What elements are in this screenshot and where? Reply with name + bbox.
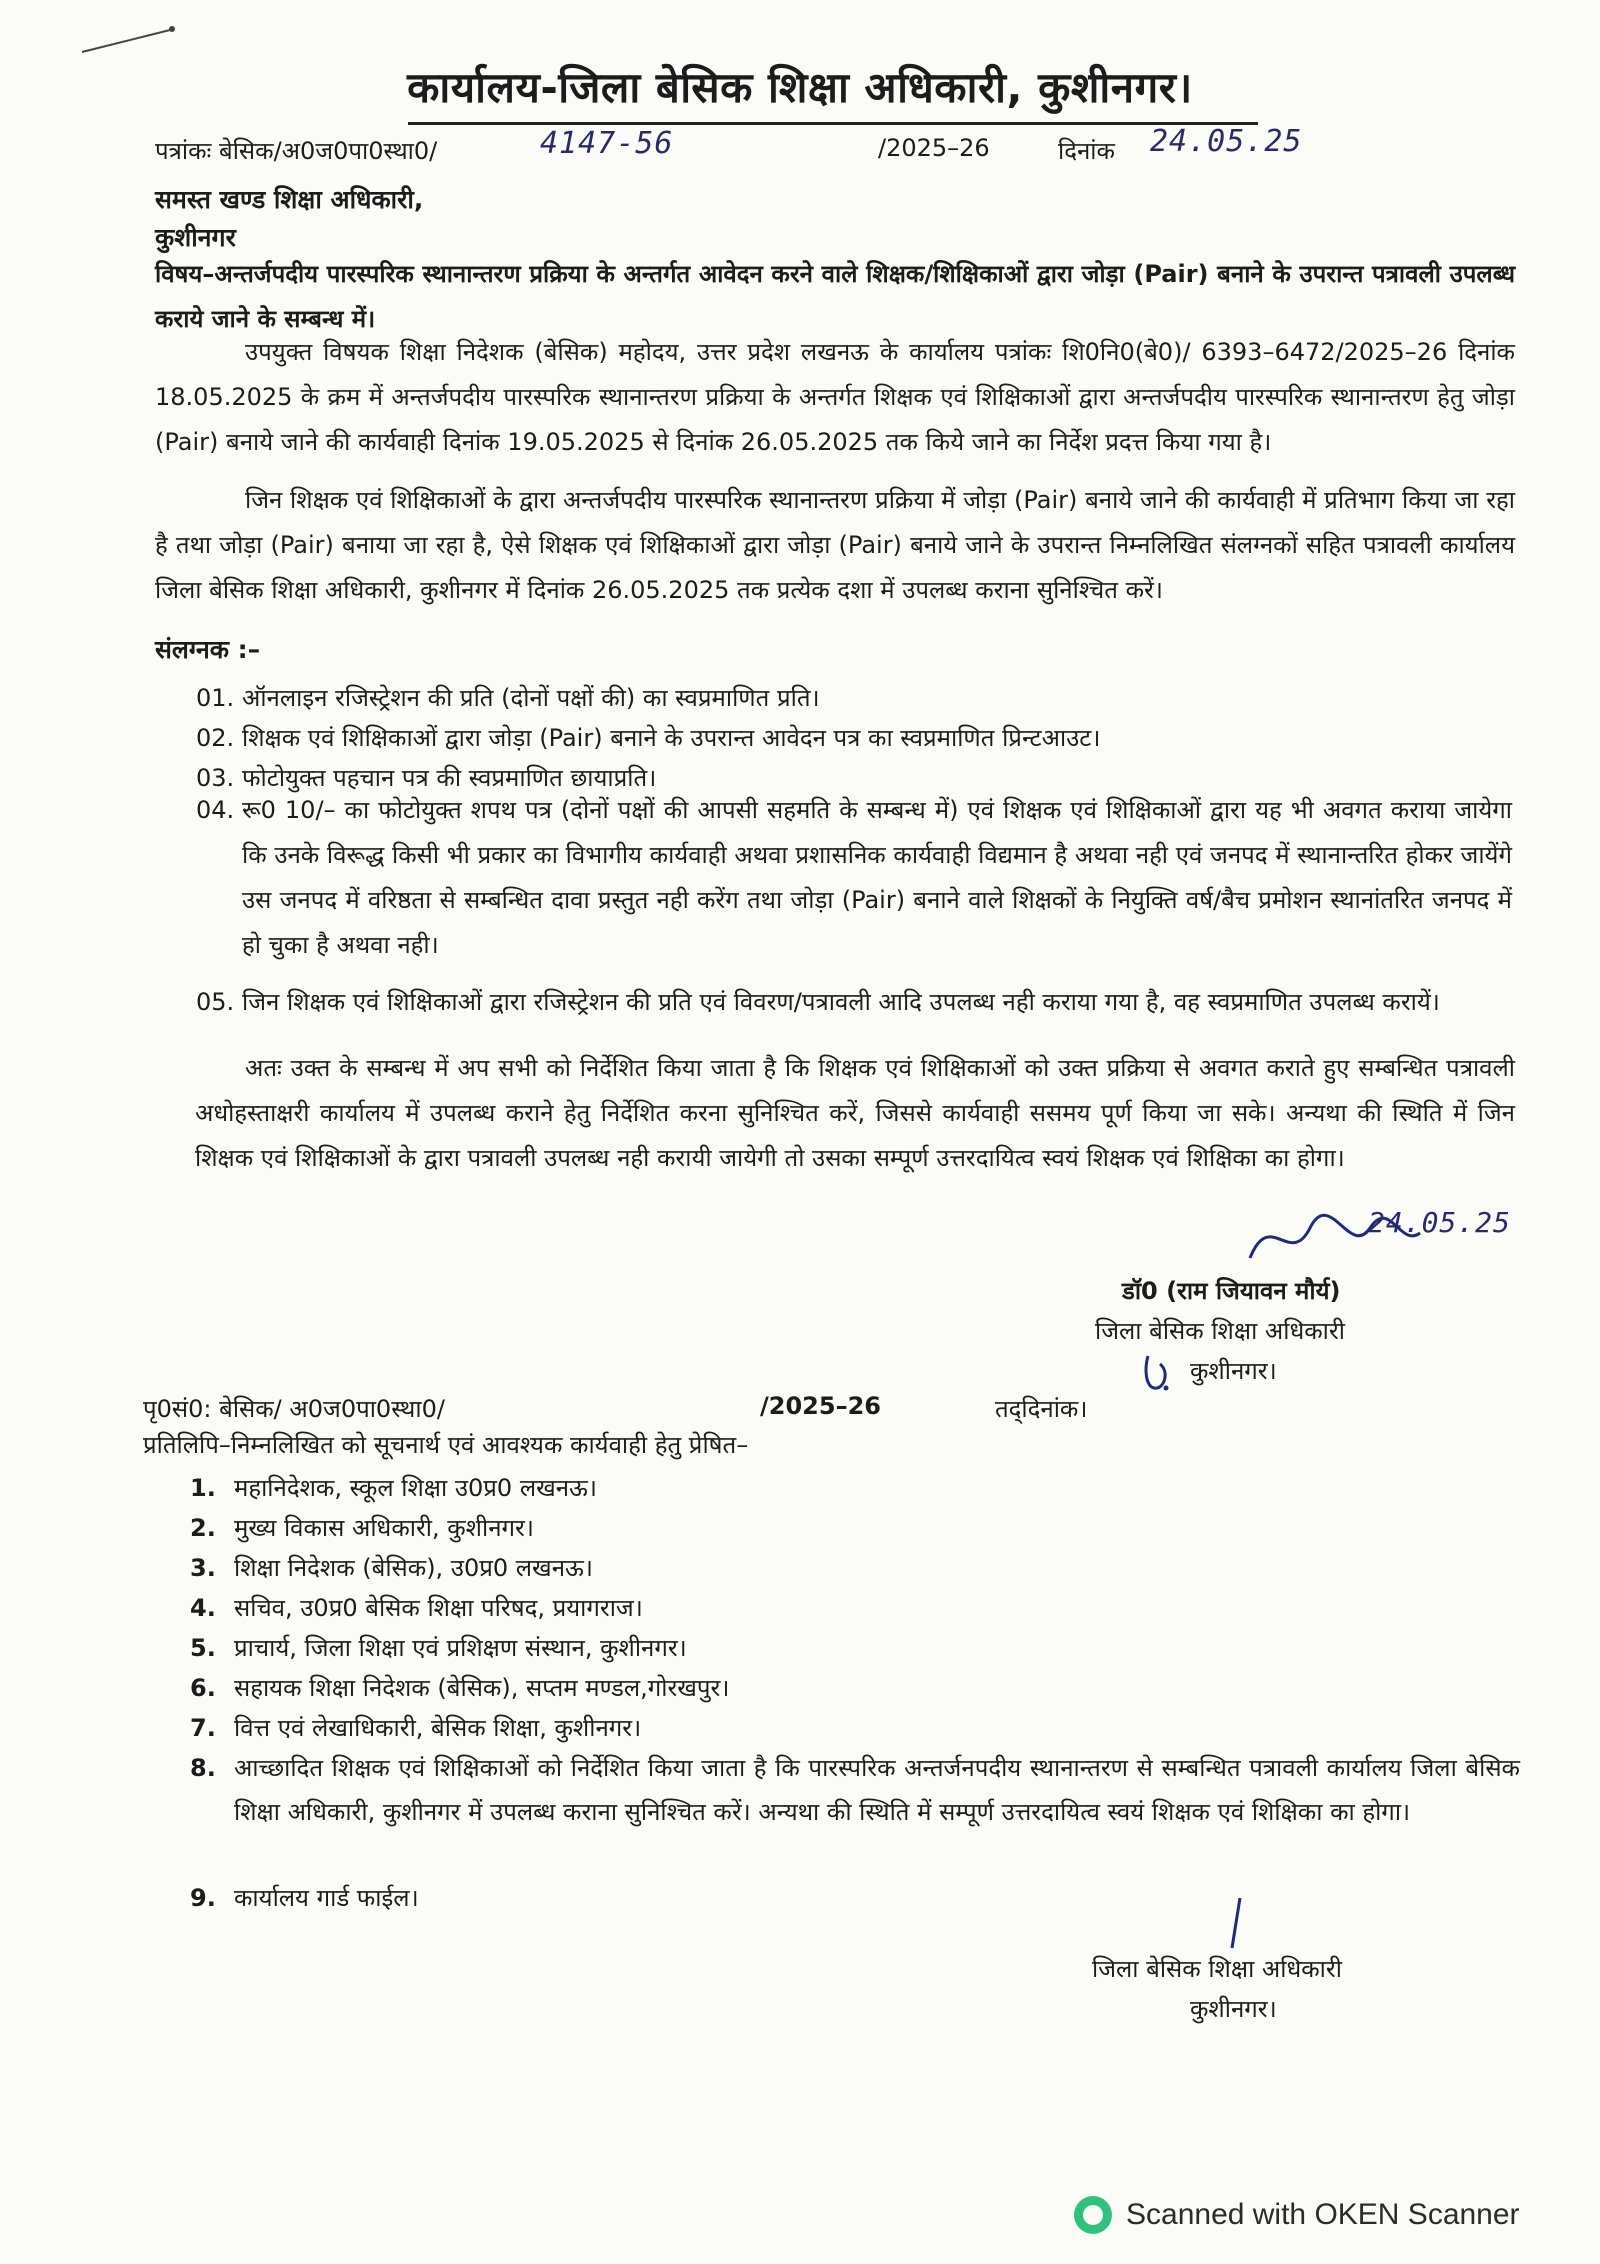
cc-list-item [190, 1626, 1520, 1670]
annex-item-text: जिन शिक्षक एवं शिक्षिकाओं द्वारा रजिस्ट्रेशन की प्रति एवं विवरण/पत्रावली आदि उपलब्ध नही कराया गया है, वह स्वप्रमाणित उपलब्ध करायें। [242, 988, 1440, 1016]
cc-item-text: मुख्य विकास अधिकारी, कुशीनगर। [234, 1514, 534, 1542]
annex-item-number: 04. [196, 796, 235, 824]
signatory-place: कुशीनगर। [1190, 1357, 1277, 1385]
body-paragraph-2: जिन शिक्षक एवं शिक्षिकाओं के द्वारा अन्तर्जपदीय पारस्परिक स्थानान्तरण प्रक्रिया में जोड़ा (Pair) बनाये जाने की कार्यवाही में प्रतिभाग किया जा रहा है तथा जोड़ा (Pair) बनाया जा रहा है, ऐसे शिक्षक एवं शिक्षिकाओं द्वारा जोड़ा (Pair) बनाये जाने के उपरान्त निम्नलिखित संलग्नकों सहित पत्रावली कार्यालय जिला बेसिक शिक्षा अधिकारी, कुशीनगर में दिनांक 26.05.2025 तक प्रत्येक दशा में उपलब्ध कराना सुनिश्चित करें। [155, 486, 1515, 604]
annex-item-text: ऑनलाइन रजिस्ट्रेशन की प्रति (दोनों पक्षों की) का स्वप्रमाणित प्रति। [242, 684, 820, 712]
cc-item-number: 4. [190, 1594, 216, 1622]
body-paragraph-3: अतः उक्त के सम्बन्ध में अप सभी को निर्देशित किया जाता है कि शिक्षक एवं शिक्षिकाओं को उक्त प्रक्रिया से अवगत कराते हुए सम्बन्धित पत्रावली अधोहस्ताक्षरी कार्यालय में उपलब्ध कराने हेतु निर्देशित करना सुनिश्चित करें, जिससे कार्यवाही ससमय पूर्ण किया जा सके। अन्यथा की स्थिति में जिन शिक्षक एवं शिक्षिकाओं के द्वारा पत्रावली उपलब्ध नही करायी जायेगी तो उसका सम्पूर्ण उत्तरदायित्व स्वयं शिक्षक एवं शिक्षिका का होगा। [195, 1054, 1515, 1172]
scanner-label: Scanned with OKEN Scanner [1126, 2198, 1520, 2231]
annex-item [196, 716, 1516, 761]
cc-list-item [190, 1466, 1520, 1510]
subject-text: विषय–अन्तर्जपदीय पारस्परिक स्थानान्तरण प्रक्रिया के अन्तर्गत आवेदन करने वाले शिक्षक/शिक्षिकाओं द्वारा जोड़ा (Pair) बनाने के उपरान्त पत्रावली उपलब्ध कराये जाने के सम्बन्ध में। [155, 260, 1515, 333]
addressee-line2: कुशीनगर [155, 223, 236, 252]
endorsement-ref-session: /2025–26 [760, 1392, 881, 1420]
title-underline [408, 122, 1258, 125]
body-paragraph-1: उपयुक्त विषयक शिक्षा निदेशक (बेसिक) महोदय, उत्तर प्रदेश लखनऊ के कार्यालय पत्रांकः शि0नि0(बे0)/ 6393–6472/2025–26 दिनांक 18.05.2025 के क्रम में अन्तर्जपदीय पारस्परिक स्थानान्तरण प्रक्रिया के अन्तर्गत शिक्षक एवं शिक्षिकाओं द्वारा अन्तर्जपदीय पारस्परिक स्थानान्तरण हेतु जोड़ा (Pair) बनाये जाने की कार्यवाही दिनांक 19.05.2025 से दिनांक 26.05.2025 तक किये जाने का निर्देश प्रदत्त किया गया है। [155, 338, 1515, 456]
annex-item-number: 03. [196, 764, 235, 792]
cc-list-item [190, 1506, 1520, 1550]
date-handwritten: 24.05.25 [1150, 124, 1303, 159]
endorsement-place: कुशीनगर। [1190, 1995, 1277, 2023]
cc-item-text: वित्त एवं लेखाधिकारी, बेसिक शिक्षा, कुशीनगर। [234, 1714, 642, 1742]
annex-label: संलग्नक :– [155, 635, 261, 664]
signature-tick-mark [1226, 1896, 1246, 1952]
cc-item-number: 3. [190, 1554, 216, 1582]
cc-item-text: महानिदेशक, स्कूल शिक्षा उ0प्र0 लखनऊ। [234, 1474, 597, 1502]
signatory-designation: जिला बेसिक शिक्षा अधिकारी [1095, 1317, 1345, 1345]
annex-item [196, 788, 1516, 978]
cc-item-number: 7. [190, 1714, 216, 1742]
date-label: दिनांक [1058, 137, 1115, 165]
cc-item-number: 8. [190, 1754, 216, 1782]
ref-session: /2025–26 [878, 134, 990, 162]
cc-list-item [190, 1546, 1520, 1590]
cc-list-item [190, 1876, 1520, 1920]
cc-list-item [190, 1746, 1520, 1878]
annex-item-number: 05. [196, 988, 235, 1016]
ref-number-handwritten: 4147-56 [540, 126, 674, 161]
scanner-watermark [1074, 2196, 1520, 2234]
cc-item-number: 1. [190, 1474, 216, 1502]
oken-scanner-logo-icon [1074, 2196, 1112, 2234]
endorsement-intro: प्रतिलिपि–निम्नलिखित को सूचनार्थ एवं आवश्यक कार्यवाही हेतु प्रेषित– [143, 1431, 749, 1459]
endorsement-date-label: तद्‌दिनांक। [995, 1395, 1088, 1423]
addressee-line1: समस्त खण्ड शिक्षा अधिकारी, [155, 185, 424, 214]
annex-item [196, 676, 1516, 721]
initial-mark [1140, 1350, 1180, 1394]
cc-item-text: शिक्षा निदेशक (बेसिक), उ0प्र0 लखनऊ। [234, 1554, 593, 1582]
cc-item-number: 2. [190, 1514, 216, 1542]
endorsement-designation: जिला बेसिक शिक्षा अधिकारी [1092, 1955, 1342, 1983]
annex-item-number: 01. [196, 684, 235, 712]
cc-list-item [190, 1666, 1520, 1710]
cc-item-number: 9. [190, 1884, 216, 1912]
annex-item-number: 02. [196, 724, 235, 752]
endorsement-ref-prefix: पृ0सं0: बेसिक/ अ0ज0पा0स्था0/ [143, 1395, 445, 1423]
cc-item-text: प्राचार्य, जिला शिक्षा एवं प्रशिक्षण संस्थान, कुशीनगर। [234, 1634, 687, 1662]
cc-item-text: कार्यालय गार्ड फाईल। [234, 1884, 419, 1912]
ref-prefix: पत्रांकः बेसिक/अ0ज0पा0स्था0/ [155, 137, 438, 165]
cc-item-text: सचिव, उ0प्र0 बेसिक शिक्षा परिषद, प्रयागराज। [234, 1594, 643, 1622]
cc-list-item [190, 1706, 1520, 1750]
cc-item-number: 5. [190, 1634, 216, 1662]
signatory-name: डॉ0 (राम जियावन मौर्य) [1122, 1277, 1341, 1305]
annex-item-text: रू0 10/– का फोटोयुक्त शपथ पत्र (दोनों पक्षों की आपसी सहमति के सम्बन्ध में) एवं शिक्षक एवं शिक्षिकाओं द्वारा यह भी अवगत कराया जायेगा कि उनके विरूद्ध किसी भी प्रकार का विभागीय कार्यवाही अथवा प्रशासनिक कार्यवाही विद्यमान है अथवा नही एवं जनपद में स्थानान्तरित होकर जायेंगे उस जनपद में वरिष्ठता से सम्बन्धित दावा प्रस्तुत नही करेंग तथा जोड़ा (Pair) बनाने वाले शिक्षकों के नियुक्ति वर्ष/बैच प्रमोशन स्थानांतरित जनपद में हो चुका है अथवा नही। [242, 796, 1512, 959]
cc-item-text: आच्छादित शिक्षक एवं शिक्षिकाओं को निर्देशित किया जाता है कि पारस्परिक अन्तर्जनपदीय स्थानान्तरण से सम्बन्धित पत्रावली कार्यालय जिला बेसिक शिक्षा अधिकारी, कुशीनगर में उपलब्ध कराना सुनिश्चित करें। अन्यथा की स्थिति में सम्पूर्ण उत्तरदायित्व स्वयं शिक्षक एवं शिक्षिका का होगा। [234, 1754, 1520, 1826]
pen-mark-decoration [78, 22, 178, 58]
cc-list-item [190, 1586, 1520, 1630]
annex-item-text: फोटोयुक्त पहचान पत्र की स्वप्रमाणित छायाप्रति। [242, 764, 657, 792]
cc-item-text: सहायक शिक्षा निदेशक (बेसिक), सप्तम मण्डल,गोरखपुर। [234, 1674, 730, 1702]
annex-item-text: शिक्षक एवं शिक्षिकाओं द्वारा जोड़ा (Pair) बनाने के उपरान्त आवेदन पत्र का स्वप्रमाणित प्रिन्टआउट। [242, 724, 1101, 752]
office-title: कार्यालय-जिला बेसिक शिक्षा अधिकारी, कुशीनगर। [407, 63, 1193, 112]
signature-date-handwritten: 24.05.25 [1368, 1206, 1511, 1239]
cc-item-number: 6. [190, 1674, 216, 1702]
